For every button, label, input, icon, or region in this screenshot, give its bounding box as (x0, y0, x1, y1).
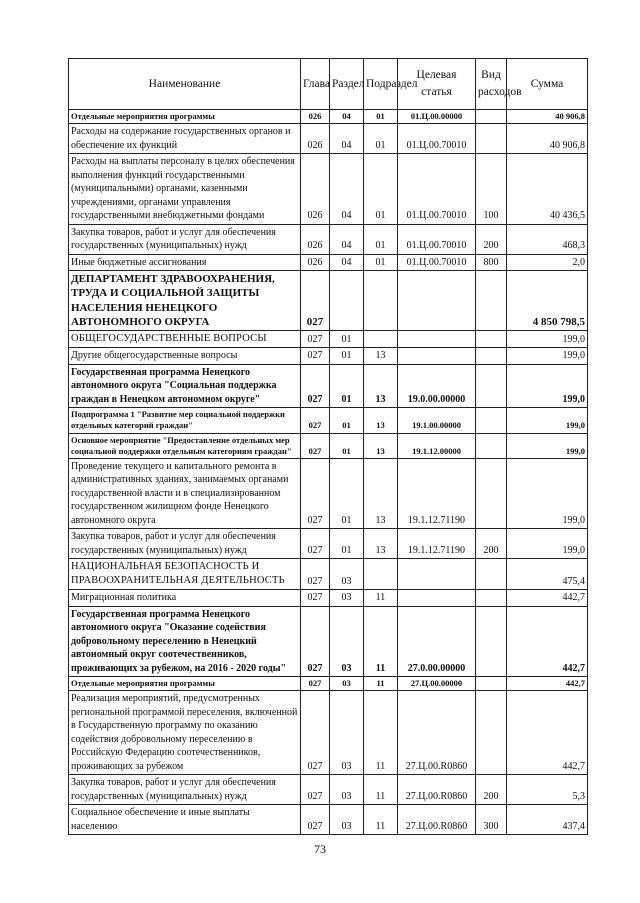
cell-expense: 100 (476, 154, 507, 225)
table-row (69, 224, 588, 254)
cell-sum: 40 906,8 (507, 110, 588, 124)
cell-name: НАЦИОНАЛЬНАЯ БЕЗОПАСНОСТЬ И ПРАВООХРАНИТЕЛЬНАЯ ДЕЯТЕЛЬНОСТЬ (69, 559, 301, 590)
table-row (69, 254, 588, 271)
cell-name: Закупка товаров, работ и услуг для обеспечения государственных (муниципальных) нужд (69, 775, 301, 805)
cell-expense: 300 (476, 805, 507, 835)
cell-name: Иные бюджетные ассигнования (69, 254, 301, 271)
cell-name: Отдельные мероприятия программы (69, 110, 301, 124)
cell-target: 27.Ц.00.R0860 (398, 691, 476, 775)
cell-sum: 437,4 (507, 805, 588, 835)
cell-expense: 200 (476, 529, 507, 559)
cell-chapter: 027 (301, 606, 330, 677)
cell-sum: 4 850 798,5 (507, 271, 588, 331)
cell-target (398, 590, 476, 607)
page-number: 73 (314, 842, 326, 856)
cell-subsection: 13 (364, 458, 398, 529)
cell-sum: 442,7 (507, 590, 588, 607)
cell-section (330, 271, 364, 331)
table-row (69, 154, 588, 225)
cell-subsection: 11 (364, 590, 398, 607)
cell-target: 27.Ц.00.R0860 (398, 805, 476, 835)
cell-subsection: 01 (364, 254, 398, 271)
cell-section: 01 (330, 529, 364, 559)
cell-subsection (364, 559, 398, 590)
cell-target (398, 331, 476, 348)
cell-chapter: 027 (301, 331, 330, 348)
cell-target: 19.1.00.00000 (398, 408, 476, 433)
cell-subsection: 13 (364, 364, 398, 408)
cell-target: 19.1.12.00000 (398, 433, 476, 458)
header-expense: Вид расходов (476, 59, 507, 110)
cell-chapter: 027 (301, 677, 330, 691)
table-row (69, 677, 588, 691)
table-row (69, 271, 588, 331)
cell-target: 27.Ц.00.00000 (398, 677, 476, 691)
cell-target: 19.1.12.71190 (398, 529, 476, 559)
table-header-row (69, 59, 588, 110)
cell-name: Миграционная политика (69, 590, 301, 607)
cell-target: 01.Ц.00.70010 (398, 154, 476, 225)
cell-expense (476, 590, 507, 607)
cell-subsection: 01 (364, 154, 398, 225)
cell-expense (476, 408, 507, 433)
cell-sum: 5,3 (507, 775, 588, 805)
cell-section: 03 (330, 606, 364, 677)
cell-section: 04 (330, 254, 364, 271)
cell-expense (476, 458, 507, 529)
cell-subsection: 01 (364, 124, 398, 154)
cell-section: 01 (330, 348, 364, 365)
cell-chapter: 026 (301, 124, 330, 154)
header-sum: Сумма (507, 59, 588, 110)
cell-subsection (364, 271, 398, 331)
table-row (69, 805, 588, 835)
cell-name: Социальное обеспечение и иные выплаты населению (69, 805, 301, 835)
cell-sum: 40 436,5 (507, 154, 588, 225)
table-row (69, 331, 588, 348)
cell-expense (476, 691, 507, 775)
cell-subsection: 11 (364, 805, 398, 835)
cell-sum: 2,0 (507, 254, 588, 271)
cell-target: 27.0.00.00000 (398, 606, 476, 677)
cell-sum: 442,7 (507, 677, 588, 691)
cell-section: 03 (330, 590, 364, 607)
cell-sum: 199,0 (507, 408, 588, 433)
cell-target: 01.Ц.00.70010 (398, 224, 476, 254)
cell-name: Расходы на выплаты персоналу в целях обеспечения выполнения функций государственными (муниципальными) органами, казенными учреждениями, органами управления государственными внебюджетными фондами (69, 154, 301, 225)
cell-subsection: 01 (364, 110, 398, 124)
cell-chapter: 027 (301, 529, 330, 559)
cell-sum: 199,0 (507, 529, 588, 559)
cell-chapter: 027 (301, 775, 330, 805)
cell-chapter: 026 (301, 254, 330, 271)
cell-sum: 199,0 (507, 364, 588, 408)
table-row (69, 348, 588, 365)
table-row (69, 590, 588, 607)
cell-section: 01 (330, 433, 364, 458)
cell-chapter: 027 (301, 271, 330, 331)
cell-section: 01 (330, 408, 364, 433)
cell-name: Расходы на содержание государственных органов и обеспечение их функций (69, 124, 301, 154)
cell-expense (476, 364, 507, 408)
cell-sum: 442,7 (507, 606, 588, 677)
header-chapter: Глава (301, 59, 330, 110)
cell-subsection: 01 (364, 224, 398, 254)
header-target: Целевая статья (398, 59, 476, 110)
table-row (69, 529, 588, 559)
cell-subsection: 13 (364, 433, 398, 458)
cell-target: 01.Ц.00.70010 (398, 124, 476, 154)
cell-chapter: 027 (301, 348, 330, 365)
cell-expense (476, 433, 507, 458)
cell-sum: 199,0 (507, 433, 588, 458)
cell-sum: 468,3 (507, 224, 588, 254)
cell-section: 01 (330, 458, 364, 529)
cell-target: 19.0.00.00000 (398, 364, 476, 408)
table-row (69, 606, 588, 677)
cell-target (398, 559, 476, 590)
cell-section: 01 (330, 331, 364, 348)
cell-chapter: 027 (301, 590, 330, 607)
table-row (69, 124, 588, 154)
cell-subsection: 11 (364, 775, 398, 805)
cell-name: Реализация мероприятий, предусмотренных региональной программой переселения, включенной в Государственную программу по оказанию содействия добровольному переселению в Российскую Федерацию соотечественников, проживающих за рубежом (69, 691, 301, 775)
table-row (69, 775, 588, 805)
cell-target (398, 348, 476, 365)
cell-section: 03 (330, 677, 364, 691)
cell-name: Основное мероприятие "Предоставление отдельных мер социальной поддержки отдельным категориям граждан" (69, 433, 301, 458)
cell-expense (476, 348, 507, 365)
cell-name: Отдельные мероприятия программы (69, 677, 301, 691)
cell-sum: 475,4 (507, 559, 588, 590)
cell-expense: 200 (476, 224, 507, 254)
cell-name: ДЕПАРТАМЕНТ ЗДРАВООХРАНЕНИЯ, ТРУДА И СОЦИАЛЬНОЙ ЗАЩИТЫ НАСЕЛЕНИЯ НЕНЕЦКОГО АВТОНОМНОГО ОКРУГА (69, 271, 301, 331)
cell-section: 01 (330, 364, 364, 408)
cell-chapter: 027 (301, 691, 330, 775)
cell-name: Закупка товаров, работ и услуг для обеспечения государственных (муниципальных) нужд (69, 224, 301, 254)
cell-expense (476, 331, 507, 348)
cell-chapter: 026 (301, 224, 330, 254)
cell-expense (476, 271, 507, 331)
cell-section: 03 (330, 691, 364, 775)
cell-subsection: 13 (364, 348, 398, 365)
cell-expense (476, 124, 507, 154)
cell-chapter: 027 (301, 458, 330, 529)
cell-subsection: 13 (364, 529, 398, 559)
cell-name: ОБЩЕГОСУДАРСТВЕННЫЕ ВОПРОСЫ (69, 331, 301, 348)
header-name: Наименование (69, 59, 301, 110)
cell-section: 04 (330, 124, 364, 154)
table-row (69, 364, 588, 408)
cell-name: Проведение текущего и капитального ремонта в административных зданиях, занимаемых органами государственной власти и в специализированном государственном жилищном фонде Ненецкого автономного округа (69, 458, 301, 529)
cell-section: 03 (330, 775, 364, 805)
cell-expense (476, 677, 507, 691)
cell-target: 01.Ц.00.70010 (398, 254, 476, 271)
cell-chapter: 027 (301, 364, 330, 408)
cell-chapter: 027 (301, 805, 330, 835)
cell-chapter: 027 (301, 408, 330, 433)
table-row (69, 408, 588, 433)
table-row (69, 433, 588, 458)
cell-chapter: 027 (301, 433, 330, 458)
table-row (69, 691, 588, 775)
cell-name: Государственная программа Ненецкого автономного округа "Социальная поддержка граждан в Ненецком автономном округе" (69, 364, 301, 408)
table-row (69, 110, 588, 124)
cell-section: 03 (330, 805, 364, 835)
cell-sum: 199,0 (507, 331, 588, 348)
cell-section: 04 (330, 110, 364, 124)
cell-chapter: 026 (301, 110, 330, 124)
cell-expense: 200 (476, 775, 507, 805)
cell-target: 27.Ц.00.R0860 (398, 775, 476, 805)
cell-chapter: 026 (301, 154, 330, 225)
cell-sum: 40 906,8 (507, 124, 588, 154)
cell-subsection: 11 (364, 691, 398, 775)
table-row (69, 559, 588, 590)
cell-target: 19.1.12.71190 (398, 458, 476, 529)
cell-sum: 199,0 (507, 348, 588, 365)
cell-name: Подпрограмма 1 "Развитие мер социальной поддержки отдельных категорий граждан" (69, 408, 301, 433)
cell-expense (476, 559, 507, 590)
budget-table (68, 58, 588, 835)
cell-target: 01.Ц.00.00000 (398, 110, 476, 124)
cell-subsection: 11 (364, 677, 398, 691)
table-row (69, 458, 588, 529)
header-section: Раздел (330, 59, 364, 110)
table-body (69, 110, 588, 835)
cell-subsection: 13 (364, 408, 398, 433)
cell-section: 03 (330, 559, 364, 590)
cell-subsection (364, 331, 398, 348)
cell-section: 04 (330, 154, 364, 225)
cell-sum: 199,0 (507, 458, 588, 529)
cell-name: Другие общегосударственные вопросы (69, 348, 301, 365)
cell-expense: 800 (476, 254, 507, 271)
cell-target (398, 271, 476, 331)
cell-sum: 442,7 (507, 691, 588, 775)
cell-chapter: 027 (301, 559, 330, 590)
cell-expense (476, 110, 507, 124)
cell-name: Закупка товаров, работ и услуг для обеспечения государственных (муниципальных) нужд (69, 529, 301, 559)
cell-subsection: 11 (364, 606, 398, 677)
cell-name: Государственная программа Ненецкого автономного округа "Оказание содействия добровольному переселению в Ненецкий автономный округ соотечественников, проживающих за рубежом, на 2016 - 2020 годы" (69, 606, 301, 677)
header-subsection: Подраздел (364, 59, 398, 110)
cell-section: 04 (330, 224, 364, 254)
cell-expense (476, 606, 507, 677)
